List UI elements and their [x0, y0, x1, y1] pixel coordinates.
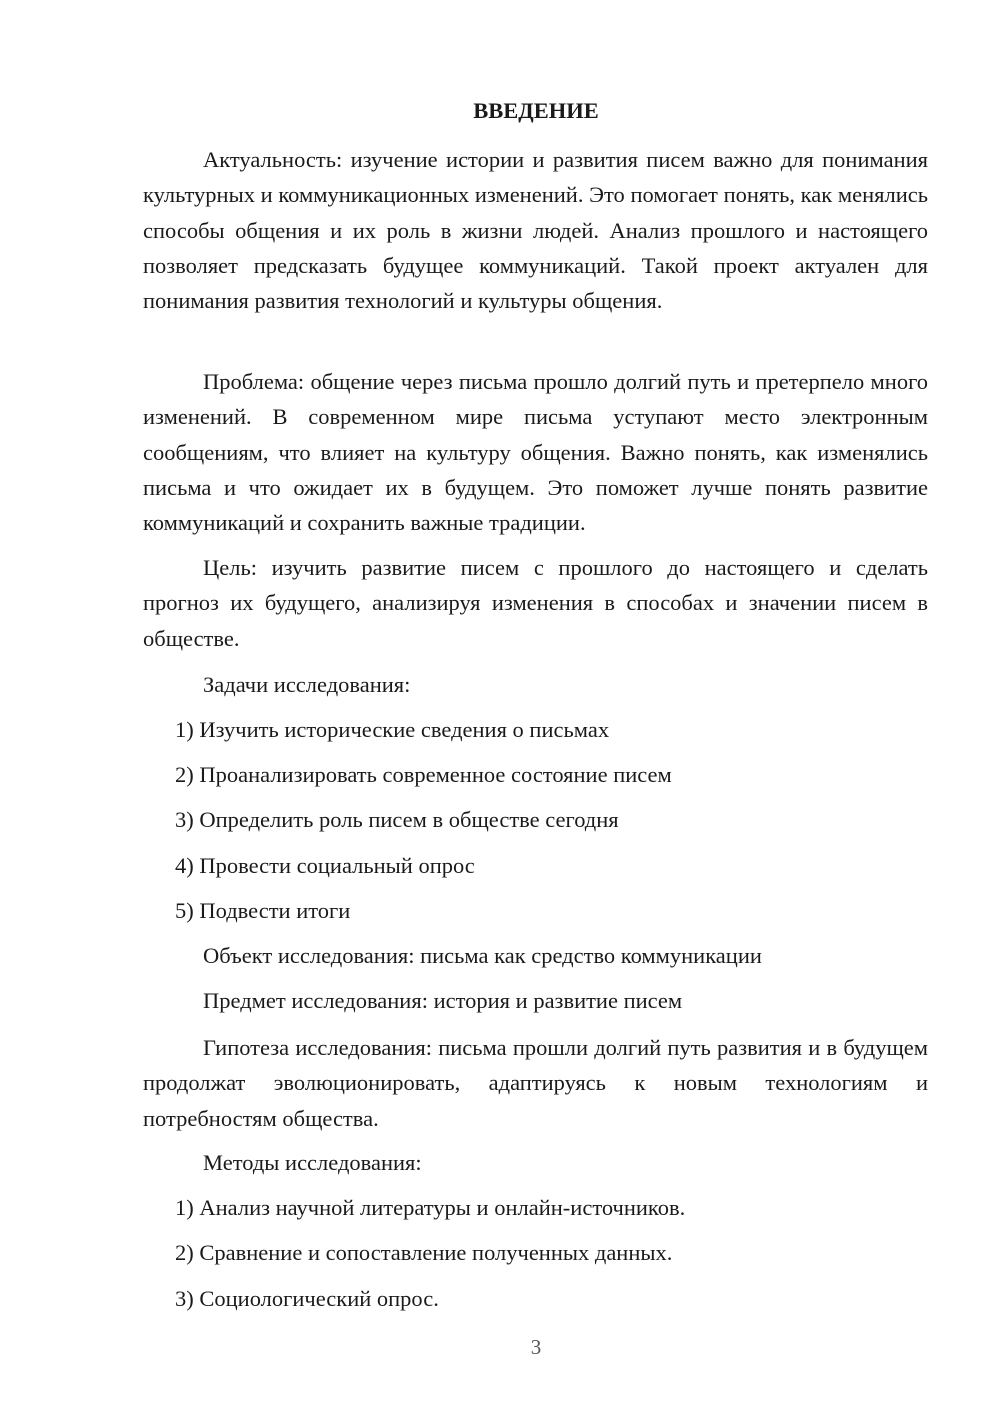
method-item: 3) Социологический опрос. [175, 1286, 439, 1311]
task-item: 2) Проанализировать современное состояние писем [175, 762, 672, 787]
task-item: 5) Подвести итоги [175, 898, 351, 923]
method-item: 1) Анализ научной литературы и онлайн-источников. [175, 1195, 686, 1220]
methods-heading: Методы исследования: [203, 1150, 422, 1175]
task-item: 4) Провести социальный опрос [175, 853, 475, 878]
section-title: ВВЕДЕНИЕ [473, 98, 599, 123]
method-item: 2) Сравнение и сопоставление полученных данных. [175, 1240, 673, 1265]
research-object: Объект исследования: письма как средство коммуникации [203, 943, 762, 968]
research-subject: Предмет исследования: история и развитие писем [203, 988, 683, 1013]
goal-paragraph: Цель: изучить развитие писем с прошлого до настоящего и сделать прогноз их будущего, анализируя изменения в способах и значении писем в обществе. [143, 555, 928, 651]
problem-paragraph: Проблема: общение через письма прошло долгий путь и претерпело много изменений. В современном мире письма уступают место электронным сообщениям, что влияет на культуру общения. Важно понять, как изменялись письма и что ожидает их в будущем. Это поможет лучше понять развитие коммуникаций и сохранить важные традиции. [143, 369, 928, 536]
task-item: 3) Определить роль писем в обществе сегодня [175, 807, 619, 832]
tasks-heading: Задачи исследования: [203, 672, 411, 697]
page-number: 3 [530, 1335, 542, 1359]
task-item: 1) Изучить исторические сведения о письмах [175, 717, 610, 742]
hypothesis-paragraph: Гипотеза исследования: письма прошли долгий путь развития и в будущем продолжат эволюционировать, адаптируясь к новым технологиям и потребностям общества. [143, 1035, 928, 1131]
relevance-paragraph: Актуальность: изучение истории и развития писем важно для понимания культурных и коммуникационных изменений. Это помогает понять, как менялись способы общения и их роль в жизни людей. Анализ прошлого и настоящего позволяет предсказать будущее коммуникаций. Такой проект актуален для понимания развития технологий и культуры общения. [143, 147, 928, 314]
